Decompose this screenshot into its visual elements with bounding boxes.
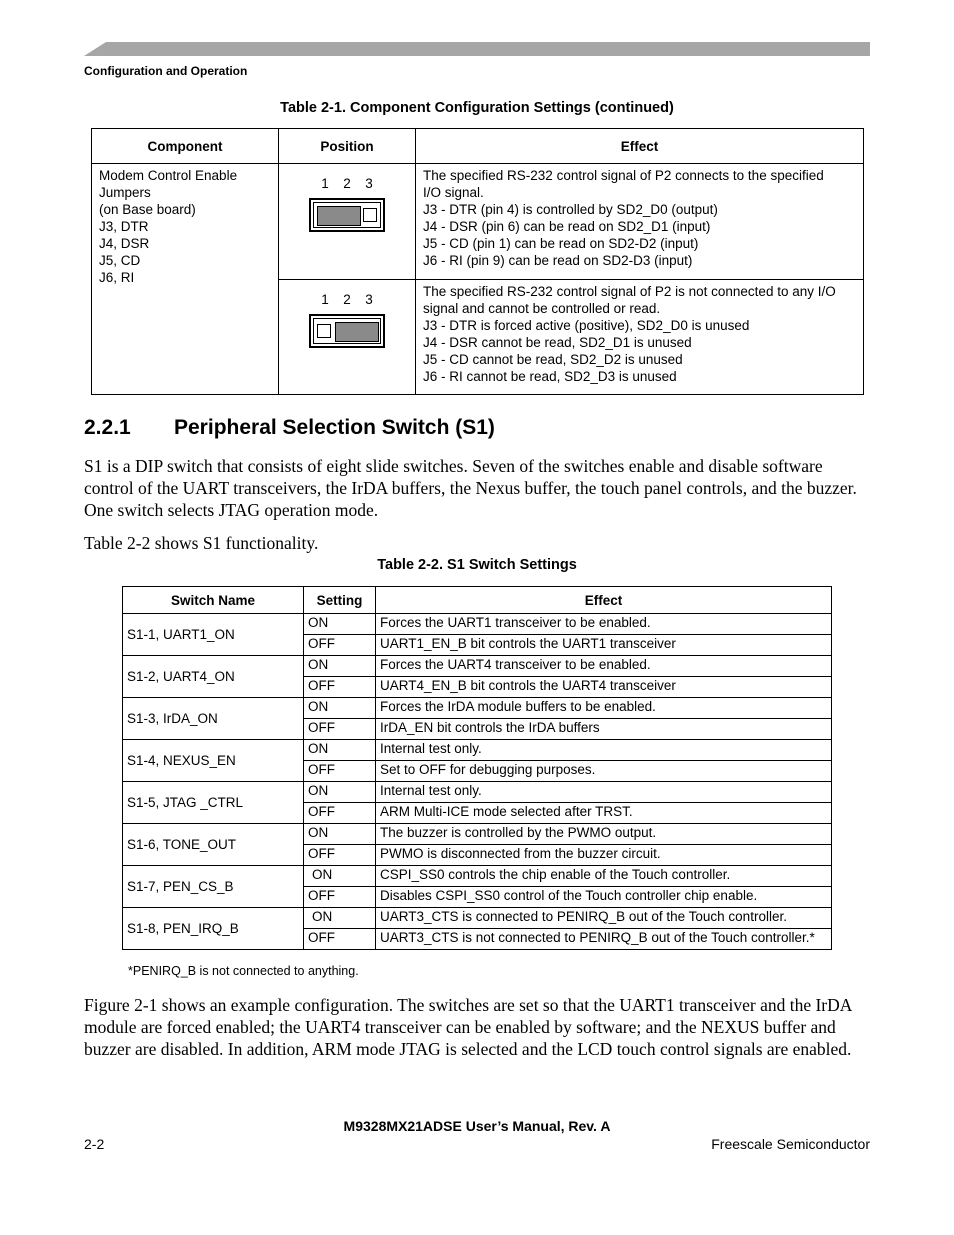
header-bar [84,42,870,56]
table-row [123,656,832,677]
table-header-row [92,129,864,164]
column-header: Position [279,129,416,164]
effect-on: The buzzer is controlled by the PWMO output. [376,824,832,845]
table-footnote: *PENIRQ_B is not connected to anything. [128,964,359,978]
effect-off: ARM Multi-ICE mode selected after TRST. [376,803,832,824]
effect-line: I/O signal. [423,185,484,200]
setting-on: ON [304,740,376,761]
table-row [123,614,832,635]
setting-on: ON [304,866,376,887]
setting-on: ON [304,656,376,677]
position-cell [279,164,416,280]
table-row [123,824,832,845]
section-number: 2.2.1 [84,416,131,439]
jumper-diagram-2-3 [307,291,387,348]
setting-on: ON [304,782,376,803]
switch-name: S1-5, JTAG _CTRL [123,782,304,824]
jumper-shunt [317,206,361,226]
table-row [92,164,864,280]
effect-off: Disables CSPI_SS0 control of the Touch controller chip enable. [376,887,832,908]
setting-off: OFF [304,929,376,950]
effect-line: J5 - CD (pin 1) can be read on SD2-D2 (input) [423,236,699,251]
setting-off: OFF [304,635,376,656]
pin-numbers [307,291,387,307]
effect-line: J5 - CD cannot be read, SD2_D2 is unused [423,352,683,367]
effect-on: Internal test only. [376,740,832,761]
effect-line: signal and cannot be controlled or read. [423,301,661,316]
body-paragraph: Table 2-2 shows S1 functionality. [84,533,319,553]
table-caption: Table 2-1. Component Configuration Settings (continued) [280,100,674,116]
section-heading [84,416,495,440]
table-row [123,866,832,887]
running-head: Configuration and Operation [84,64,248,78]
effect-off: UART1_EN_B bit controls the UART1 transceiver [376,635,832,656]
setting-off: OFF [304,677,376,698]
pin-label: 2 [343,292,351,307]
pin-label: 2 [343,176,351,191]
switch-name: S1-4, NEXUS_EN [123,740,304,782]
table-header-row [123,587,832,614]
effect-line: J4 - DSR (pin 6) can be read on SD2_D1 (input) [423,219,711,234]
switch-name: S1-8, PEN_IRQ_B [123,908,304,950]
footer-title: M9328MX21ADSE User’s Manual, Rev. A [343,1118,611,1134]
effect-line: The specified RS-232 control signal of P2 is not connected to any I/O [423,284,836,299]
table-row [123,740,832,761]
column-header: Switch Name [123,587,304,614]
table-row [123,698,832,719]
setting-on: ON [304,698,376,719]
setting-on: ON [304,614,376,635]
footer-company: Freescale Semiconductor [711,1136,870,1152]
component-line: J3, DTR [99,219,149,234]
effect-on: Forces the IrDA module buffers to be enabled. [376,698,832,719]
effect-cell [416,280,864,395]
jumper-pin [317,324,331,338]
component-line: J6, RI [99,270,135,285]
setting-on: ON [304,908,376,929]
switch-name: S1-2, UART4_ON [123,656,304,698]
table-row [123,782,832,803]
position-cell [279,280,416,395]
column-header: Effect [376,587,832,614]
table-row [123,908,832,929]
effect-on: UART3_CTS is connected to PENIRQ_B out of the Touch controller. [376,908,832,929]
pin-label: 1 [321,176,329,191]
s1-switch-settings-table [122,586,832,950]
jumper-pin [363,208,377,222]
jumper-header [309,314,385,348]
section-title: Peripheral Selection Switch (S1) [174,416,495,439]
pin-label: 3 [365,292,373,307]
switch-name: S1-7, PEN_CS_B [123,866,304,908]
component-line: Modem Control Enable [99,168,238,183]
table-caption: Table 2-2. S1 Switch Settings [377,557,577,573]
page-number: 2-2 [84,1136,105,1152]
effect-on: CSPI_SS0 controls the chip enable of the Touch controller. [376,866,832,887]
component-line: (on Base board) [99,202,196,217]
effect-line: J3 - DTR (pin 4) is controlled by SD2_D0 (output) [423,202,718,217]
jumper-diagram-1-2 [307,175,387,232]
switch-name: S1-1, UART1_ON [123,614,304,656]
effect-line: J3 - DTR is forced active (positive), SD2_D0 is unused [423,318,750,333]
component-cell [92,164,279,395]
effect-off: IrDA_EN bit controls the IrDA buffers [376,719,832,740]
effect-cell [416,164,864,280]
setting-off: OFF [304,803,376,824]
jumper-header [309,198,385,232]
effect-off: UART3_CTS is not connected to PENIRQ_B out of the Touch controller.* [376,929,832,950]
setting-off: OFF [304,845,376,866]
effect-off: Set to OFF for debugging purposes. [376,761,832,782]
component-line: J5, CD [99,253,141,268]
switch-name: S1-3, IrDA_ON [123,698,304,740]
component-line: Jumpers [99,185,151,200]
effect-off: PWMO is disconnected from the buzzer circuit. [376,845,832,866]
pin-label: 3 [365,176,373,191]
setting-off: OFF [304,719,376,740]
switch-name: S1-6, TONE_OUT [123,824,304,866]
body-paragraph: S1 is a DIP switch that consists of eight slide switches. Seven of the switches enable and disable software control of the UART transceivers, the IrDA buffers, the Nexus buffer, the touch panel controls, and the buzzer. One switch selects JTAG operation mode. [84,456,857,520]
setting-off: OFF [304,887,376,908]
pin-numbers [307,175,387,191]
column-header: Effect [416,129,864,164]
effect-off: UART4_EN_B bit controls the UART4 transceiver [376,677,832,698]
effect-line: The specified RS-232 control signal of P2 connects to the specified [423,168,824,183]
effect-line: J6 - RI (pin 9) can be read on SD2-D3 (input) [423,253,693,268]
component-line: J4, DSR [99,236,150,251]
effect-line: J4 - DSR cannot be read, SD2_D1 is unused [423,335,692,350]
setting-on: ON [304,824,376,845]
column-header: Component [92,129,279,164]
column-header: Setting [304,587,376,614]
effect-line: J6 - RI cannot be read, SD2_D3 is unused [423,369,677,384]
effect-on: Forces the UART1 transceiver to be enabled. [376,614,832,635]
body-paragraph: Figure 2-1 shows an example configuration. The switches are set so that the UART1 transceiver and the IrDA module are forced enabled; the UART4 transceiver can be enabled by software; and the NEXUS buffer and buzzer are disabled. In addition, ARM mode JTAG is selected and the LCD touch control signals are enabled. [84,995,852,1059]
jumper-shunt [335,322,379,342]
effect-on: Internal test only. [376,782,832,803]
effect-on: Forces the UART4 transceiver to be enabled. [376,656,832,677]
component-config-table [91,128,864,395]
setting-off: OFF [304,761,376,782]
pin-label: 1 [321,292,329,307]
